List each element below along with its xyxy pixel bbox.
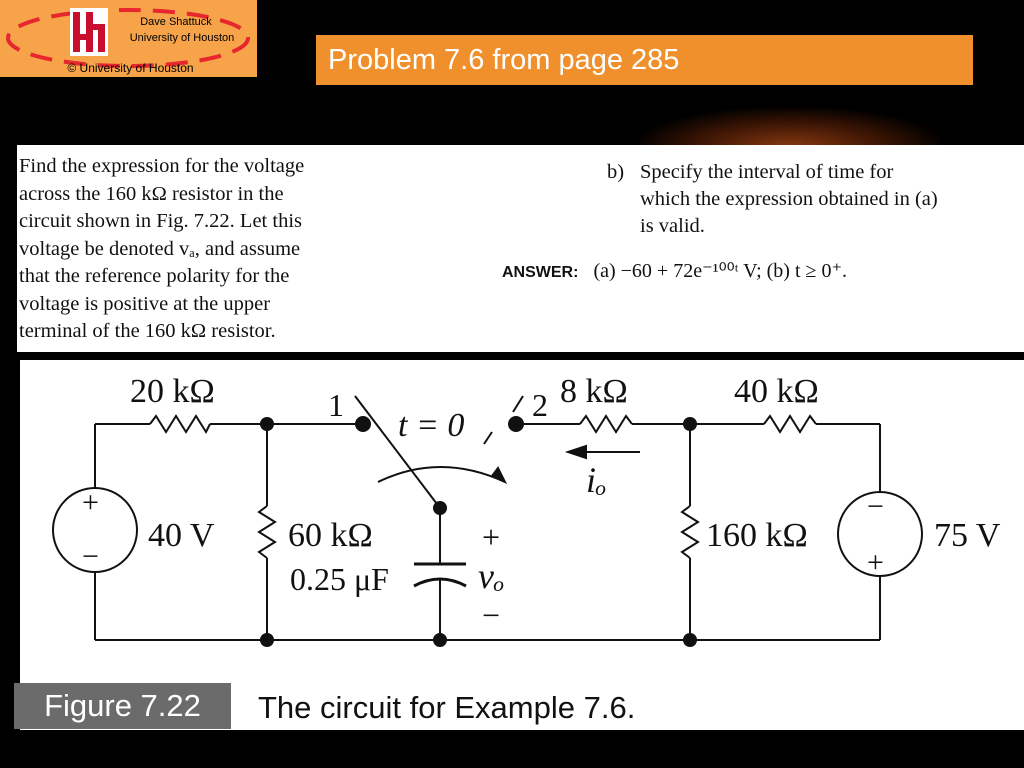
part-b-line: which the expression obtained in (a) [640, 188, 938, 210]
label-current: iₒ [586, 460, 607, 500]
label-r5: 160 kΩ [706, 517, 808, 554]
author-name: Dave Shattuck [140, 16, 212, 28]
vo-minus: − [482, 597, 501, 633]
slide-title: Problem 7.6 from page 285 [316, 35, 973, 85]
part-b-label: b) [607, 161, 625, 183]
problem-text [19, 153, 419, 346]
label-vo: vₒ [478, 556, 505, 596]
problem-line: terminal of the 160 kΩ resistor. [19, 320, 276, 342]
plus-sign-40v: + [82, 486, 99, 519]
minus-sign-40v: − [82, 540, 99, 573]
institution-name: University of Houston [129, 32, 235, 44]
answer-text: (a) −60 + 72e⁻¹⁰⁰ᵗ V; (b) t ≥ 0⁺. [593, 260, 848, 282]
vo-plus: + [482, 519, 501, 555]
problem-line: across the 160 kΩ resistor in the [19, 182, 284, 205]
current-arrow-icon [568, 446, 586, 458]
label-capacitor: 0.25 μF [290, 561, 389, 597]
label-r4: 40 kΩ [734, 373, 819, 410]
resistor-40k [764, 416, 816, 432]
problem-line: circuit shown in Fig. 7.22. Let this [19, 210, 302, 232]
label-r3: 8 kΩ [560, 373, 628, 410]
resistor-160k [682, 506, 698, 558]
label-switch-time: t = 0 [398, 407, 465, 444]
circuit-diagram [20, 360, 1024, 730]
answer-label: ANSWER: [502, 264, 579, 281]
background-glow [640, 108, 940, 148]
university-badge [0, 0, 257, 77]
part-b-line: Specify the interval of time for [640, 161, 894, 183]
resistor-60k [259, 506, 275, 558]
label-source-left: 40 V [148, 517, 215, 554]
label-switch-pos1: 1 [328, 387, 344, 423]
label-switch-pos2: 2 [532, 387, 548, 423]
copyright-text: © University of Houston [67, 61, 194, 75]
figure-caption: The circuit for Example 7.6. [258, 690, 636, 725]
part-b-line: is valid. [640, 215, 705, 237]
switch-arc [378, 467, 505, 482]
problem-line: voltage is positive at the upper [19, 292, 271, 315]
problem-line: Find the expression for the voltage [19, 155, 305, 177]
minus-sign-75v: − [867, 490, 884, 523]
label-r2: 60 kΩ [288, 517, 373, 554]
answer [502, 258, 847, 283]
part-b-text [640, 159, 1020, 240]
label-source-right: 75 V [934, 517, 1001, 554]
label-r1: 20 kΩ [130, 373, 215, 410]
resistor-20k [150, 416, 210, 432]
figure-label: Figure 7.22 [14, 683, 231, 729]
problem-line: voltage be denoted vₐ, and assume [19, 237, 301, 260]
problem-line: that the reference polarity for the [19, 265, 290, 287]
resistor-8k [580, 416, 632, 432]
plus-sign-75v: + [867, 546, 884, 579]
problem-statement [17, 145, 1024, 352]
